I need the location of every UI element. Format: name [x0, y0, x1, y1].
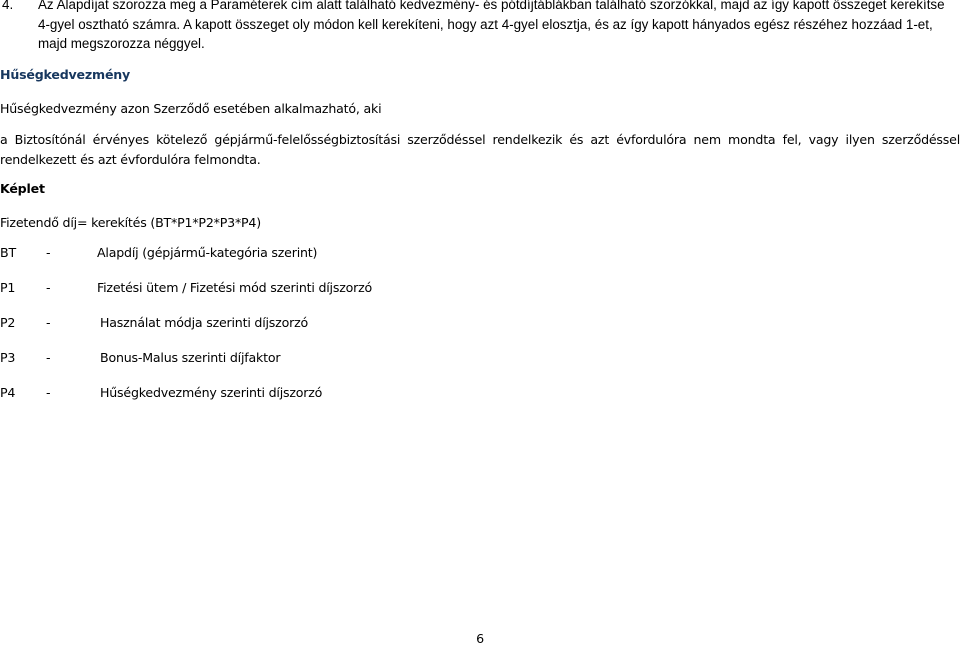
page-number: 6	[476, 631, 484, 646]
formula-code: P2	[0, 315, 16, 330]
formula-code: P4	[0, 385, 16, 400]
formula-description: Használat módja szerinti díjszorzó	[100, 315, 308, 330]
section-heading-loyalty: Hűségkedvezmény	[0, 67, 131, 82]
loyalty-condition-paragraph: a Biztosítónál érvényes kötelező gépjármű-felelősségbiztosítási szerződéssel rendelkezik és azt évfordulóra nem mondta fel, vagy ilyen szerződéssel rendelkezett és azt évfordulóra felmondta.	[0, 132, 960, 167]
formula-dash: -	[46, 280, 51, 295]
formula-code: P3	[0, 350, 16, 365]
list-item-text: Az Alapdíjat szorozza meg a Paraméterek cím alatt található kedvezmény- és pótdíjtáblákban található szorzókkal, majd az így kapott összeget kerekítse 4-gyel osztható számra. A kapott összeget oly módon kell kerekíteni, hogy azt 4-gyel elosztja, és az így kapott hányados egész részéhez hozzáad 1-et, majd megszorozza néggyel.	[38, 0, 945, 51]
formula-dash: -	[46, 315, 51, 330]
formula-line: Fizetendő díj= kerekítés (BT*P1*P2*P3*P4)	[0, 215, 261, 230]
formula-description: Bonus-Malus szerinti díjfaktor	[100, 350, 281, 365]
list-item-number: 4.	[2, 0, 14, 12]
formula-description: Fizetési ütem / Fizetési mód szerinti díjszorzó	[97, 280, 373, 295]
formula-code: P1	[0, 280, 16, 295]
section-heading-formula: Képlet	[0, 181, 45, 196]
formula-dash: -	[46, 350, 51, 365]
formula-description: Alapdíj (gépjármű-kategória szerint)	[97, 245, 318, 260]
loyalty-intro-paragraph: Hűségkedvezmény azon Szerződő esetében alkalmazható, aki	[0, 101, 382, 116]
formula-dash: -	[46, 385, 51, 400]
formula-code: BT	[0, 245, 16, 260]
formula-description: Hűségkedvezmény szerinti díjszorzó	[100, 385, 323, 400]
formula-dash: -	[46, 245, 51, 260]
